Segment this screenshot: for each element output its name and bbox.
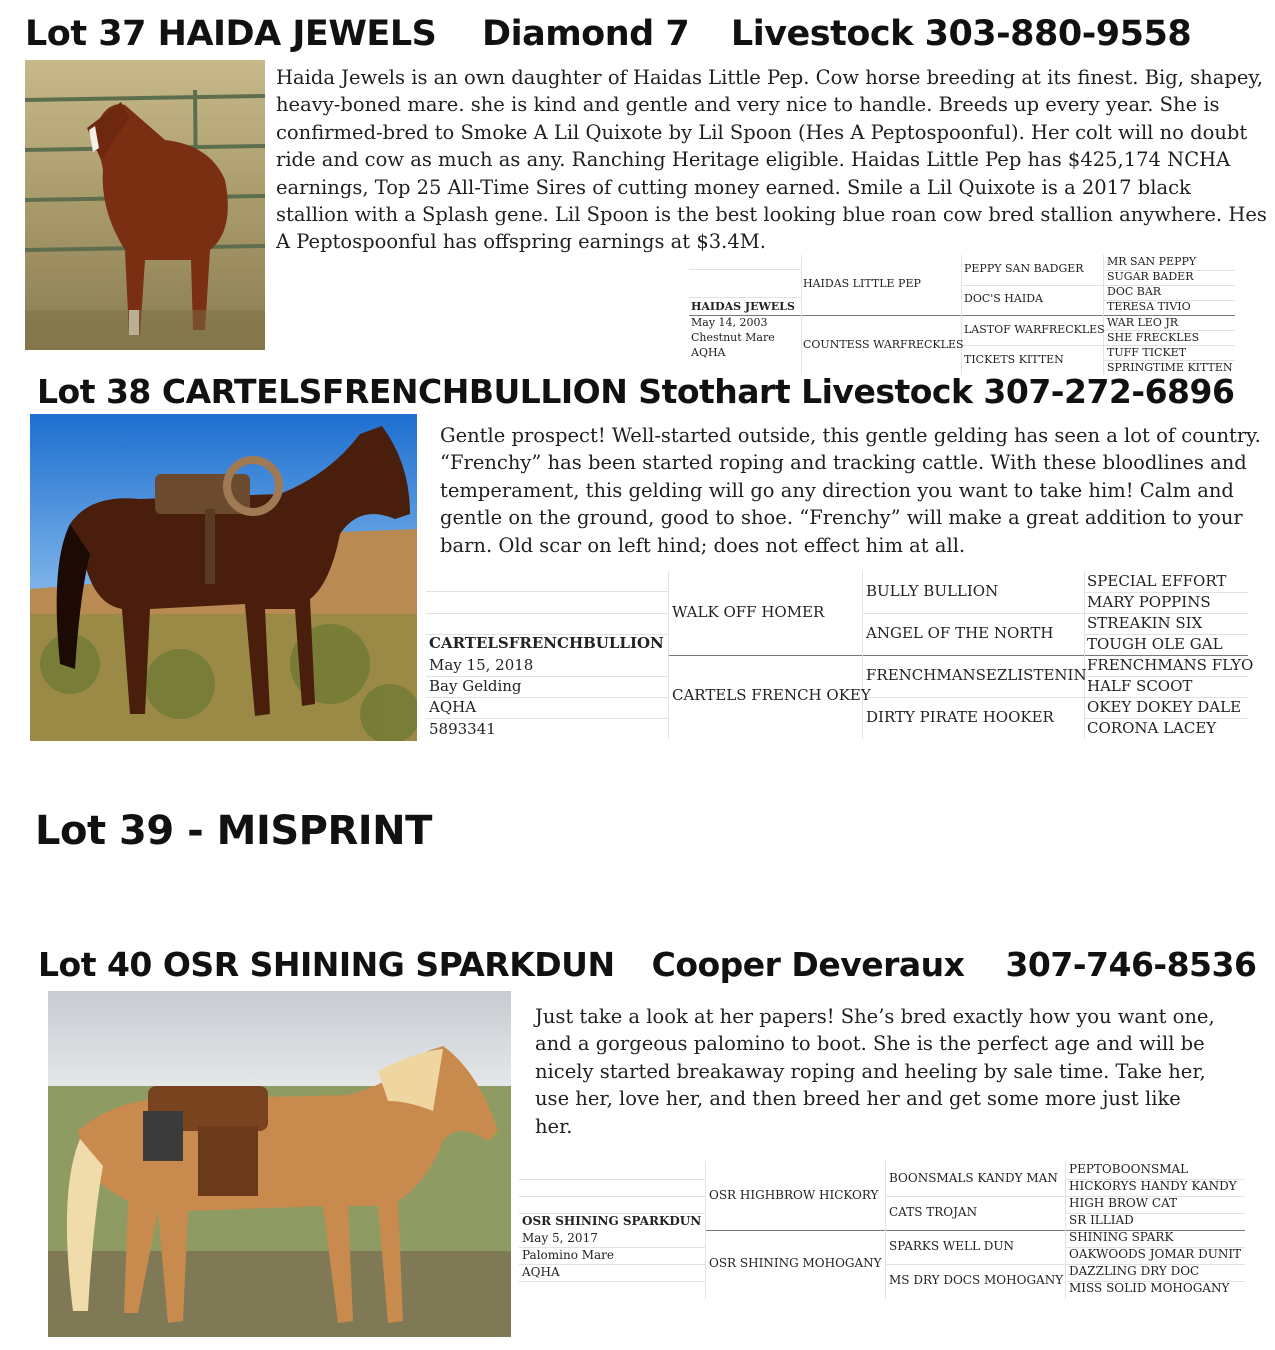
lot-38-registration-number: 5893341 <box>429 720 496 738</box>
lot-37-description: Haida Jewels is an own daughter of Haidas Little Pep. Cow horse breeding at its finest. Big, shapey, heavy-boned mare. she is kind and gentle and very nice to handle. Breeds up every year. She is confirmed-bred to Smoke A Lil Quixote by Lil Spoon (Hes A Peptospoonful). Her colt will no doubt ride and cow as much as any. Ranching Heritage eligible. Haidas Little Pep has $425,174 NCHA earnings, Top 25 All-Time Sires of cutting money earned. Smile a Lil Quixote is a 2017 black stallion with a Splash gene. Lil Spoon is the best looking blue roan cow bred stallion anywhere. Hes A Peptospoonful has offspring earnings at $3.4M. <box>276 66 1267 254</box>
chestnut-horse-photo-icon <box>25 60 265 350</box>
saddled-bay-horse-photo-icon <box>30 414 417 741</box>
lot-40-great-grandparent: OAKWOODS JOMAR DUNIT <box>1069 1247 1242 1261</box>
lot-40-great-grandparent: SHINING SPARK <box>1069 1230 1174 1244</box>
lot-40-grandparent: CATS TROJAN <box>889 1205 978 1219</box>
lot-38-registry: AQHA <box>429 698 477 716</box>
lot-37-dam: COUNTESS WARFRECKLES <box>803 338 964 351</box>
lot-38-grandparent: DIRTY PIRATE HOOKER <box>866 708 1054 726</box>
lot-40-great-grandparent: HICKORYS HANDY KANDY <box>1069 1179 1237 1193</box>
lot-37-great-grandparent: SUGAR BADER <box>1107 270 1194 283</box>
lot-38-description: Gentle prospect! Well-started outside, this gentle gelding has seen a lot of country. “Frenchy” has been started roping and tracking cattle. With these bloodlines and temperament, this gelding will go any direction you want to take him! Calm and gentle on the ground, good to shoe. “Frenchy” will make a great addition to your barn. Old scar on left hind; does not effect him at all. <box>440 424 1261 557</box>
lot-40-title <box>38 945 1256 984</box>
lot-37-grandparent: LASTOF WARFRECKLES <box>964 323 1105 336</box>
lot-37-great-grandparent: TERESA TIVIO <box>1107 300 1191 313</box>
lot-40-phone: 307-746-8536 <box>1005 945 1257 984</box>
lot-38-sire: WALK OFF HOMER <box>672 603 825 621</box>
lot-37-grandparent: DOC'S HAIDA <box>964 292 1043 305</box>
lot-38-great-grandparent: MARY POPPINS <box>1087 593 1211 611</box>
lot-38-great-grandparent: CORONA LACEY <box>1087 719 1217 737</box>
lot-40-great-grandparent: PEPTOBOONSMAL <box>1069 1162 1189 1176</box>
lot-38-grandparent: ANGEL OF THE NORTH <box>866 624 1054 642</box>
saddled-palomino-horse-photo-icon <box>48 991 511 1337</box>
lot-40-horse-name: OSR SHINING SPARKDUN <box>522 1214 702 1228</box>
lot-37-pedigree <box>689 255 1235 375</box>
lot-37-title <box>25 14 1191 54</box>
lot-37-great-grandparent: SPRINGTIME KITTEN <box>1107 361 1233 374</box>
lot-37-great-grandparent: SHE FRECKLES <box>1107 331 1200 344</box>
lot-38-great-grandparent: SPECIAL EFFORT <box>1087 572 1227 590</box>
lot-37-consignor: Diamond 7 <box>482 14 690 54</box>
lot-37-photo <box>25 60 265 350</box>
lot-38-color-sex: Bay Gelding <box>429 677 522 695</box>
lot-38-photo <box>30 414 417 741</box>
lot-40-sire: OSR HIGHBROW HICKORY <box>709 1188 879 1202</box>
lot-38-foal-date: May 15, 2018 <box>429 656 534 674</box>
lot-40-grandparent: BOONSMALS KANDY MAN <box>889 1171 1058 1185</box>
lot-37-great-grandparent: MR SAN PEPPY <box>1107 255 1197 268</box>
lot-38-great-grandparent: TOUGH OLE GAL <box>1087 635 1223 653</box>
lot-38-horse-name: CARTELSFRENCHBULLION <box>429 634 664 652</box>
lot-37-registry: AQHA <box>691 346 726 359</box>
lot-39-title <box>35 808 432 854</box>
lot-37-grandparent: PEPPY SAN BADGER <box>964 262 1084 275</box>
lot-40-pedigree <box>519 1161 1245 1299</box>
lot-38-grandparent: BULLY BULLION <box>866 582 999 600</box>
lot-40-registry: AQHA <box>522 1265 560 1279</box>
lot-40-photo <box>48 991 511 1337</box>
lot-37-horse-name: HAIDAS JEWELS <box>691 300 795 313</box>
lot-40-description: Just take a look at her papers! She’s bred exactly how you want one, and a gorgeous palomino to boot. She is the perfect age and will be nicely started breakaway roping and heeling by sale time. Take her, use her, love her, and then breed her and get some more just like her. <box>535 1005 1215 1138</box>
lot-38-heading: Lot 38 CARTELSFRENCHBULLION Stothart Livestock 307-272-6896 <box>37 372 1235 411</box>
lot-38-dam: CARTELS FRENCH OKEY <box>672 686 871 704</box>
lot-37-great-grandparent: TUFF TICKET <box>1107 346 1187 359</box>
lot-40-color-sex: Palomino Mare <box>522 1248 615 1262</box>
lot-40-great-grandparent: MISS SOLID MOHOGANY <box>1069 1281 1230 1295</box>
lot-37-great-grandparent: DOC BAR <box>1107 285 1162 298</box>
lot-40-foal-date: May 5, 2017 <box>522 1231 598 1245</box>
lot-37-grandparent: TICKETS KITTEN <box>964 353 1064 366</box>
lot-40-great-grandparent: DAZZLING DRY DOC <box>1069 1264 1200 1278</box>
lot-38-grandparent: FRENCHMANSEZLISTENIN <box>866 666 1087 684</box>
lot-40-dam: OSR SHINING MOHOGANY <box>709 1256 882 1270</box>
lot-37-sire: HAIDAS LITTLE PEP <box>803 277 921 290</box>
lot-40-great-grandparent: HIGH BROW CAT <box>1069 1196 1178 1210</box>
lot-40-name: Lot 40 OSR SHINING SPARKDUN <box>38 945 615 984</box>
lot-40-grandparent: MS DRY DOCS MOHOGANY <box>889 1273 1064 1287</box>
lot-37-name: Lot 37 HAIDA JEWELS <box>25 14 437 54</box>
lot-40-great-grandparent: SR ILLIAD <box>1069 1213 1134 1227</box>
lot-38-great-grandparent: FRENCHMANS FLYO <box>1087 656 1254 674</box>
lot-40-consignor: Cooper Deveraux <box>651 945 965 984</box>
lot-38-great-grandparent: OKEY DOKEY DALE <box>1087 698 1242 716</box>
lot-38-great-grandparent: STREAKIN SIX <box>1087 614 1203 632</box>
lot-38-title <box>37 372 1234 411</box>
lot-37-phone: Livestock 303-880-9558 <box>730 14 1192 54</box>
lot-39-heading: Lot 39 - MISPRINT <box>35 808 432 854</box>
lot-38-great-grandparent: HALF SCOOT <box>1087 677 1193 695</box>
lot-37-great-grandparent: WAR LEO JR <box>1107 316 1179 329</box>
lot-37-color-sex: Chestnut Mare <box>691 331 775 344</box>
lot-37-foal-date: May 14, 2003 <box>691 316 768 329</box>
lot-40-grandparent: SPARKS WELL DUN <box>889 1239 1014 1253</box>
lot-38-pedigree <box>426 571 1254 739</box>
